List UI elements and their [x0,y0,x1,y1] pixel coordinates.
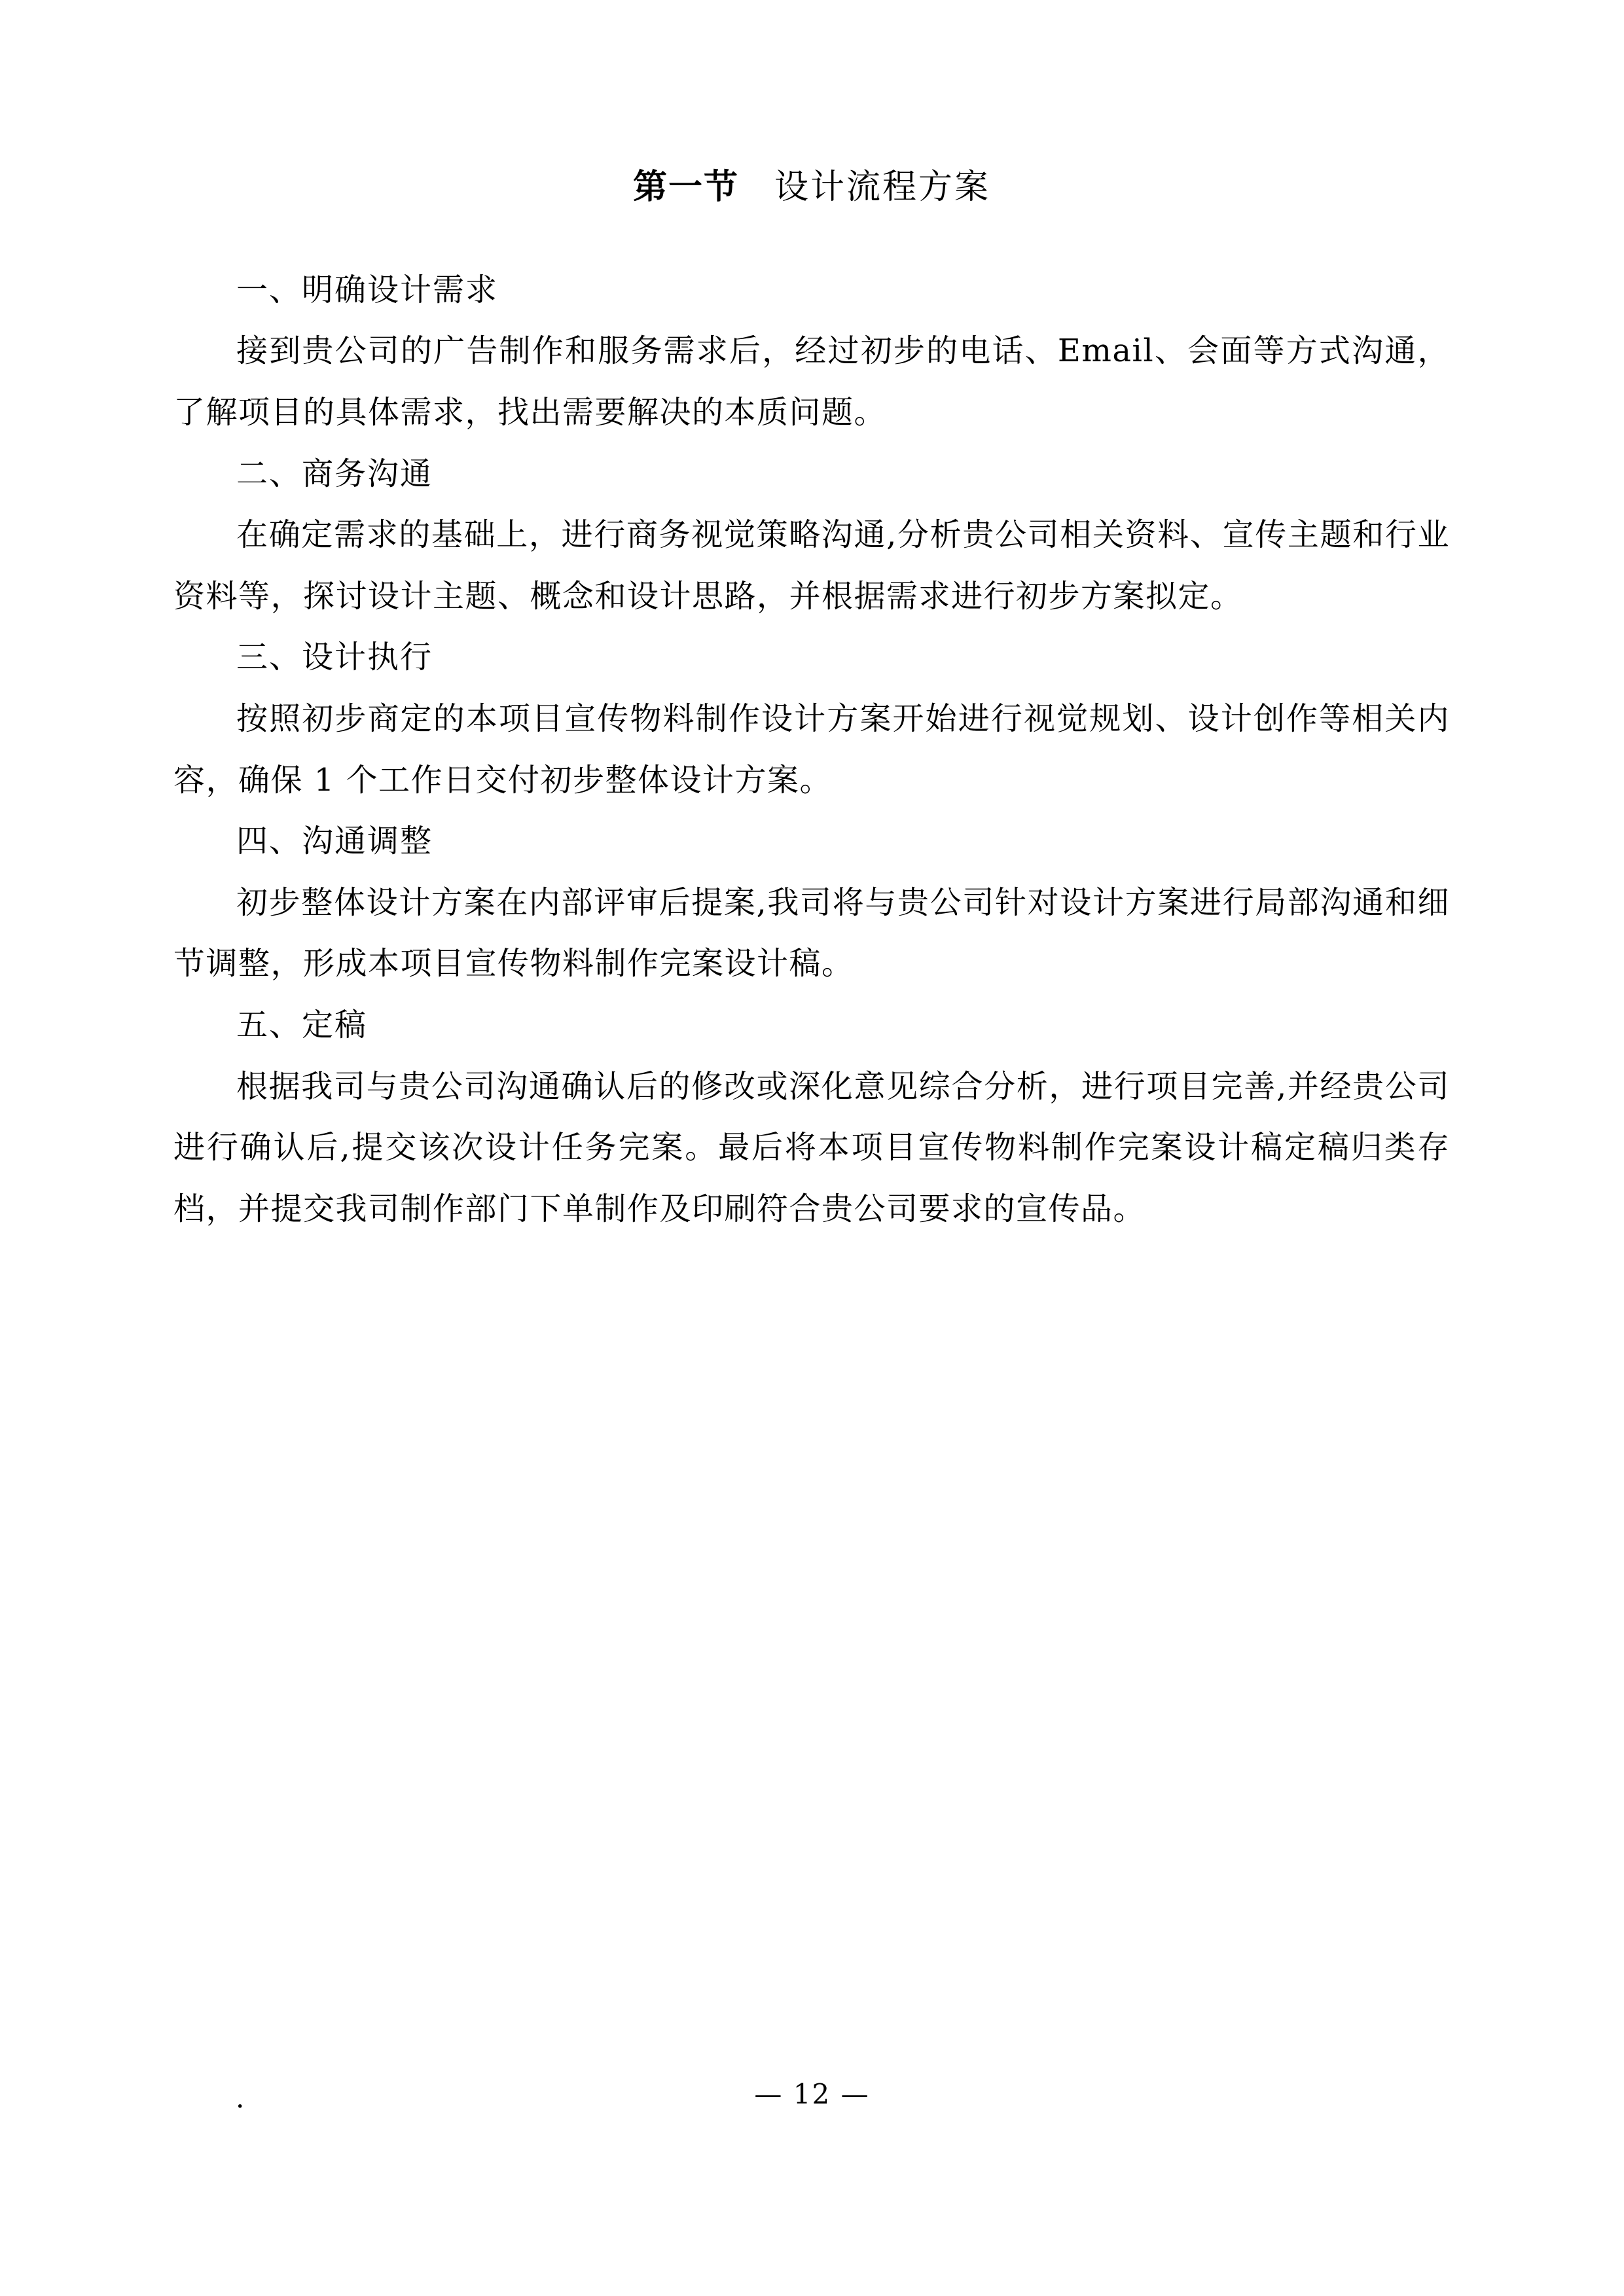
section-heading-1: 一、明确设计需求 [236,271,499,308]
section-heading-4: 四、沟通调整 [236,823,433,860]
page-title-label: 第一节 [632,167,739,207]
page-number: — 12 — [754,2078,870,2110]
page-title [173,164,1450,211]
document-body [173,164,1450,1240]
section-paragraph-4: 初步整体设计方案在内部评审后提案,我司将与贵公司针对设计方案进行局部沟通和细节调整，形成本项目宣传物料制作完案设计稿。 [173,884,1450,982]
page-title-text: 设计流程方案 [774,168,991,207]
section-paragraph-1: 接到贵公司的广告制作和服务需求后，经过初步的电话、Email、会面等方式沟通，了解项目的具体需求，找出需要解决的本质问题。 [173,332,1450,431]
section-paragraph-2: 在确定需求的基础上，进行商务视觉策略沟通,分析贵公司相关资料、宣传主题和行业资料等，探讨设计主题、概念和设计思路，并根据需求进行初步方案拟定。 [173,516,1450,615]
section-paragraph-5: 根据我司与贵公司沟通确认后的修改或深化意见综合分析，进行项目完善,并经贵公司进行确认后,提交该次设计任务完案。最后将本项目宣传物料制作完案设计稿定稿归类存档，并提交我司制作部门下单制作及印刷符合贵公司要求的宣传品。 [173,1067,1450,1227]
section-paragraph-3: 按照初步商定的本项目宣传物料制作设计方案开始进行视觉规划、设计创作等相关内容，确保 1 个工作日交付初步整体设计方案。 [173,700,1450,798]
margin-mark: . [236,2082,245,2114]
section-heading-3: 三、设计执行 [236,639,433,676]
section-heading-5: 五、定稿 [236,1006,368,1043]
section-heading-2: 二、商务沟通 [236,455,433,492]
